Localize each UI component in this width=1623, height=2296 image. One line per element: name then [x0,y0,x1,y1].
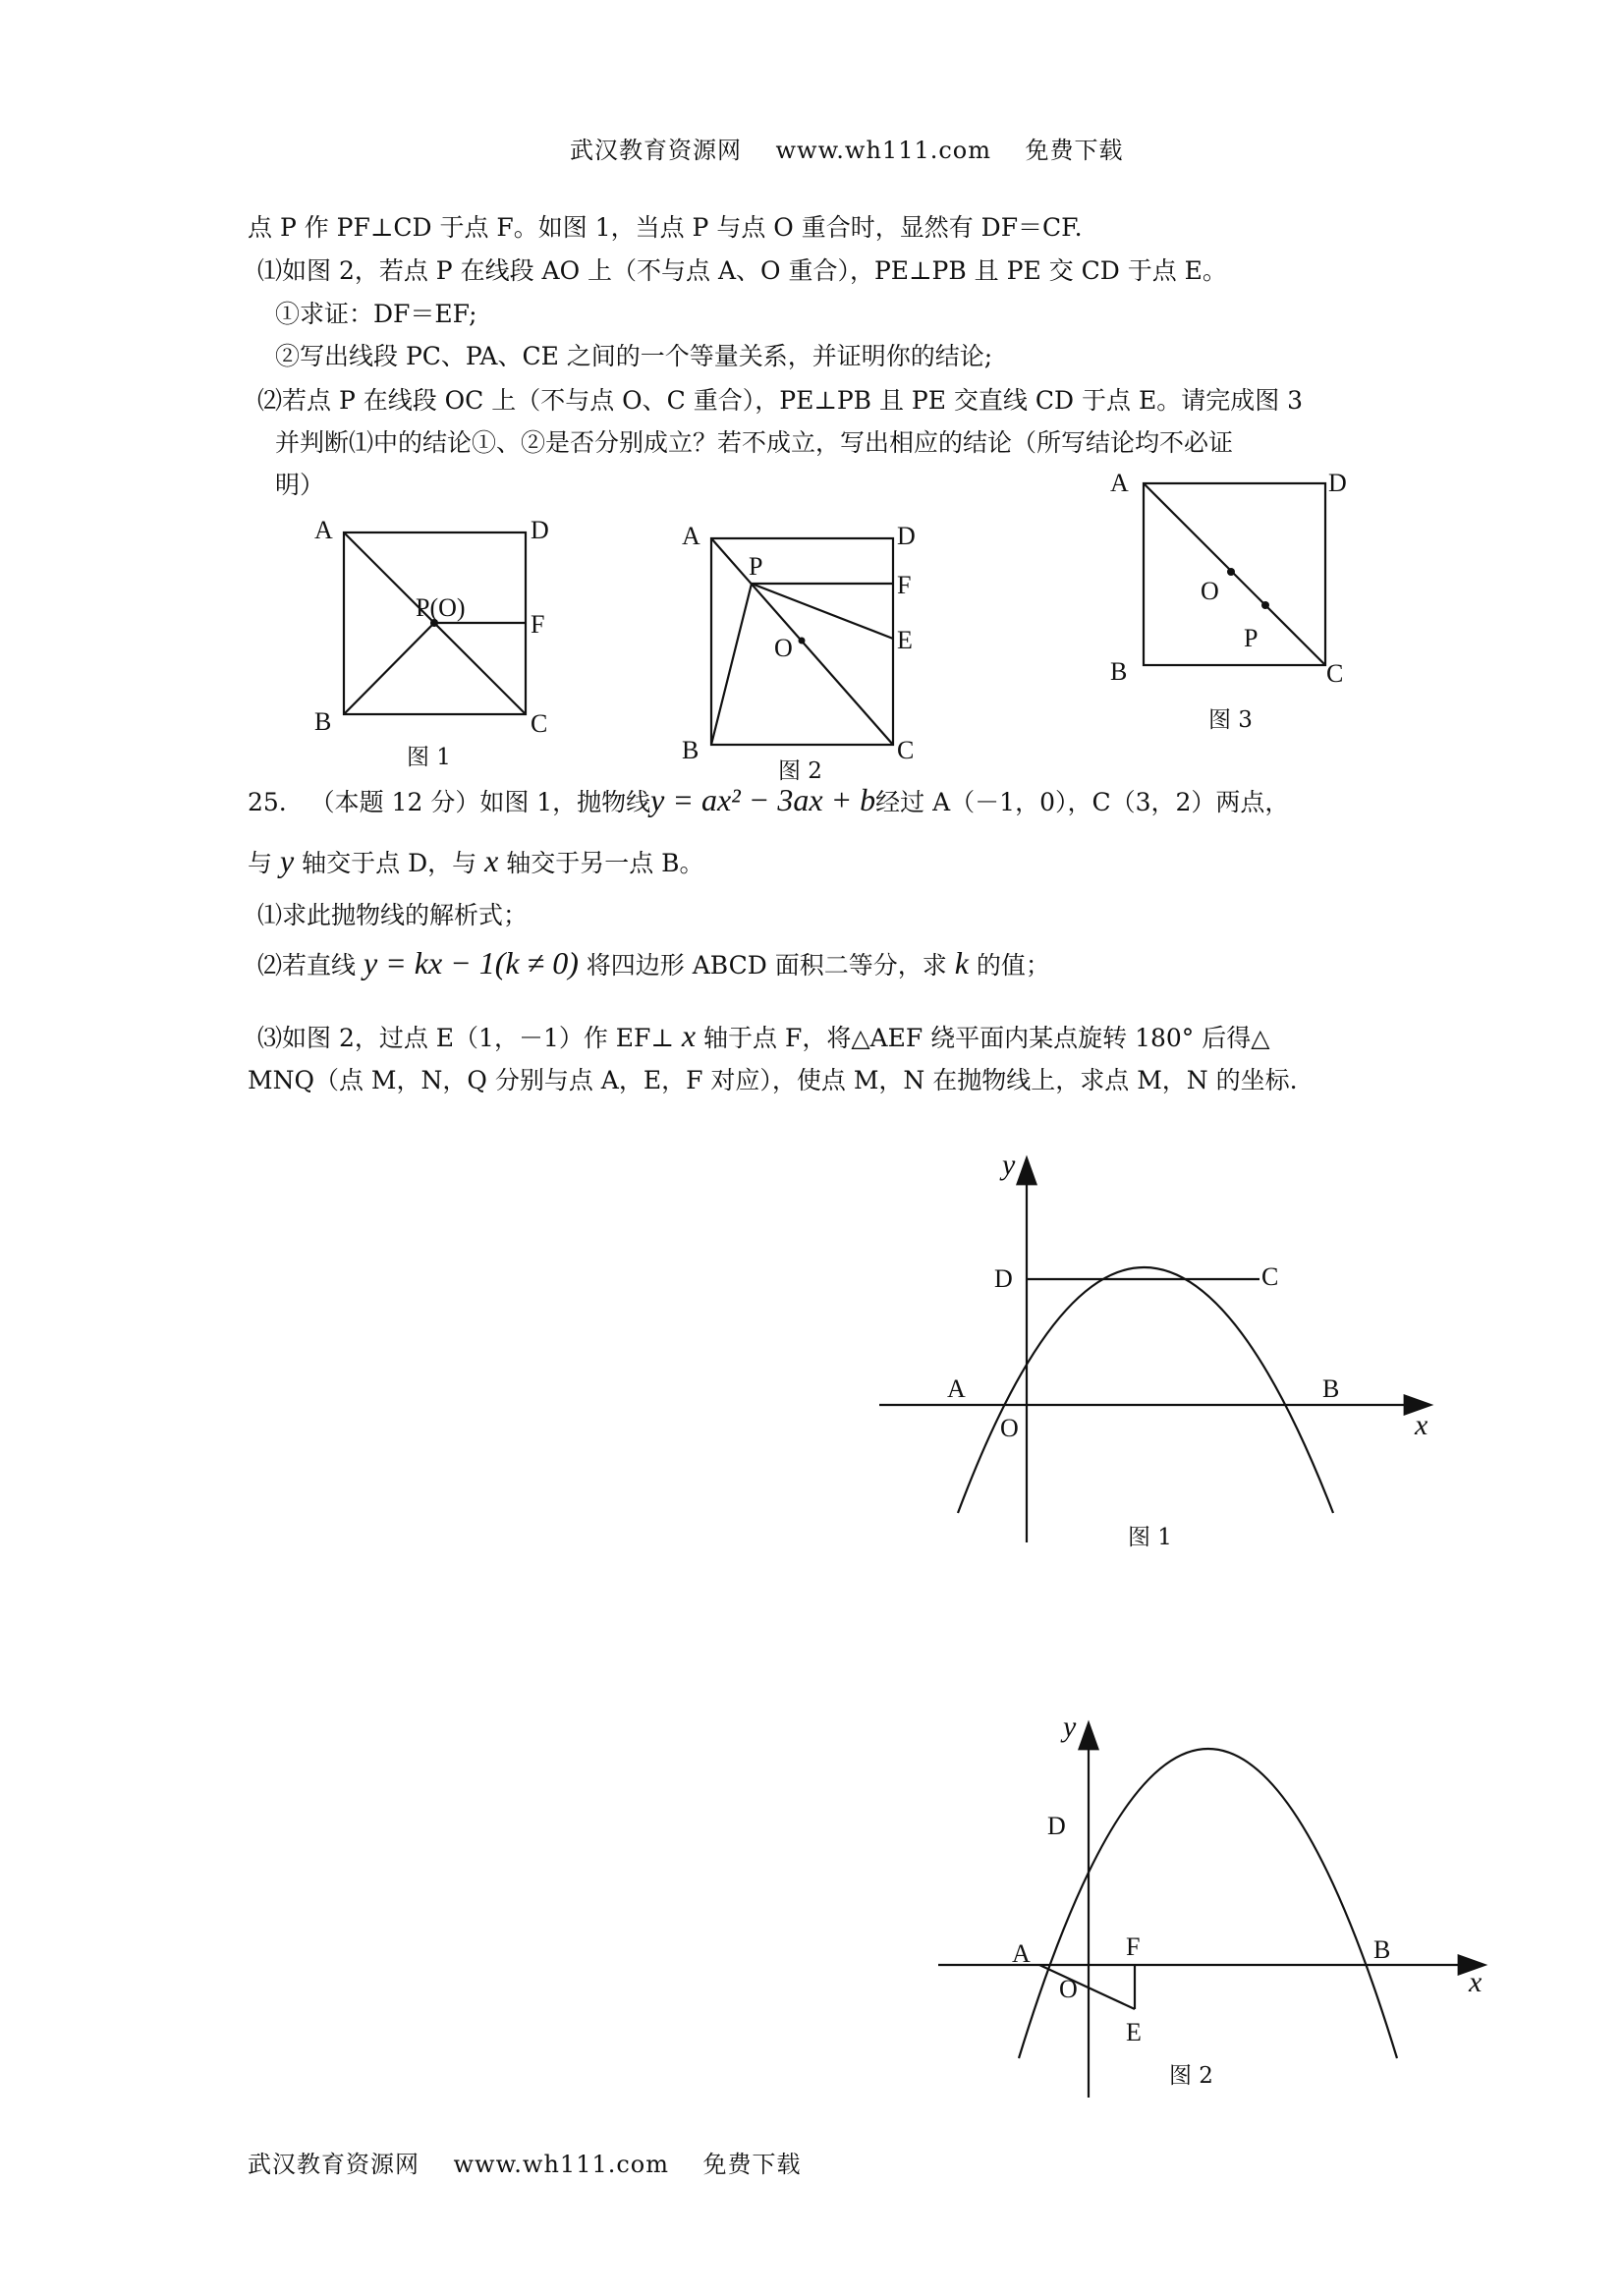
footer-site: 武汉教育资源网 [248,2151,420,2178]
f2-label-p: P [749,552,763,581]
q25-text-d2: 将四边形 ABCD 面积二等分，求 [586,951,947,980]
q24-line-4: ②写出线段 PC、PA、CE 之间的一个等量关系，并证明你的结论; [275,342,993,370]
f3-label-p: P [1244,624,1259,652]
f1-label-b: B [314,707,332,736]
figure-1 [295,511,589,776]
header-tag: 免费下载 [1025,137,1124,164]
q25-line-2 [248,843,704,879]
g1-label-d: D [994,1264,1013,1293]
g1-axis-x: x [1415,1409,1428,1441]
f2-label-d: D [897,522,916,550]
q25-line-equation: y = kx − 1(k ≠ 0) [363,945,579,980]
f1-label-f: F [531,610,545,639]
header-url: www.wh111.com [775,137,992,164]
f1-caption: 图 1 [407,745,451,770]
q24-line-3: ①求证：DF＝EF; [275,300,477,328]
q25-text-d4: 的值； [976,951,1050,980]
f3-caption: 图 3 [1208,707,1253,733]
f2-caption: 图 2 [778,758,822,784]
q25-part-3-cont: MNQ（点 M，N，Q 分别与点 A，E，F 对应），使点 M，N 在抛物线上，求点 M，N 的坐标. [248,1066,1298,1094]
f2-label-a: A [682,522,700,550]
q25-text-b5: 轴交于另一点 B。 [506,849,704,877]
q24-line-6: 并判断⑴中的结论①、②是否分别成立？若不成立，写出相应的结论（所写结论均不必证 [275,428,1234,457]
q25-number: 25. [248,788,287,816]
q25-points: 经过 A（－1，0），C（3，2）两点， [875,788,1290,816]
q25-text-b1: 与 [248,849,273,877]
q25-var-x2: x [681,1018,697,1053]
footer-tag: 免费下载 [702,2151,802,2178]
f3-label-o: O [1201,577,1219,605]
g2-label-f: F [1126,1932,1141,1961]
f2-label-o: O [774,634,793,662]
g1-label-o: O [1000,1414,1019,1442]
g2-label-a: A [1012,1939,1031,1968]
f2-label-e: E [897,626,913,654]
g2-label-o: O [1059,1975,1078,2003]
q25-line-1 [248,782,1289,818]
g1-label-a: A [947,1374,966,1403]
q24-line-1: 点 P 作 PF⊥CD 于点 F。如图 1，当点 P 与点 O 重合时，显然有 DF＝CF. [248,213,1083,242]
f3-label-a: A [1110,469,1129,497]
g2-label-d: D [1047,1812,1066,1840]
f3-label-d: D [1328,469,1347,497]
q25-text-e1: ⑶如图 2，过点 E（1，－1）作 EF⊥ [257,1024,674,1052]
q24-line-7: 明） [275,471,325,499]
g1-label-c: C [1261,1262,1279,1291]
q25-text-b3: 轴交于点 D，与 [302,849,477,877]
g1-axis-y: y [1002,1148,1016,1181]
g1-label-b: B [1322,1374,1340,1403]
q24-line-5: ⑵若点 P 在线段 OC 上（不与点 O、C 重合），PE⊥PB 且 PE 交直线 CD 于点 E。请完成图 3 [257,386,1304,415]
q25-part-1: ⑴求此抛物线的解析式； [257,901,529,929]
page-footer [248,2145,802,2179]
f3-label-b: B [1110,657,1128,686]
g1-caption: 图 1 [1128,1525,1172,1550]
g2-label-b: B [1373,1935,1391,1964]
graph-2 [923,1705,1493,2117]
q25-equation: y = ax² − 3ax + b [650,782,876,817]
figure-3 [1100,462,1375,747]
q25-intro: （本题 12 分）如图 1，抛物线 [309,788,651,816]
g2-axis-x: x [1469,1966,1483,1998]
q25-part-2 [257,945,1050,981]
f2-label-c: C [897,736,915,764]
g2-axis-y: y [1063,1710,1077,1743]
page-header [570,131,1124,165]
q25-part-3 [257,1018,1270,1054]
q25-text-e3: 轴于点 F，将△AEF 绕平面内某点旋转 180° 后得△ [703,1024,1270,1052]
figure-2 [668,511,963,786]
g2-label-e: E [1126,2018,1142,2046]
q25-text-d1: ⑵若直线 [257,951,357,980]
q24-line-2: ⑴如图 2，若点 P 在线段 AO 上（不与点 A、O 重合），PE⊥PB 且 PE 交 CD 于点 E。 [257,256,1227,285]
q25-var-x: x [484,843,499,878]
f1-label-p: P(O) [416,593,466,622]
header-site: 武汉教育资源网 [570,137,742,164]
q25-var-y: y [279,843,295,878]
g2-caption: 图 2 [1169,2063,1213,2089]
footer-url: www.wh111.com [453,2151,670,2178]
f1-label-a: A [314,516,333,544]
graph-1 [865,1140,1454,1572]
q25-var-k: k [954,945,969,980]
f3-label-c: C [1326,659,1344,688]
f1-label-c: C [531,709,548,738]
f2-label-f: F [897,571,912,599]
f2-label-b: B [682,736,700,764]
f1-label-d: D [531,516,549,544]
